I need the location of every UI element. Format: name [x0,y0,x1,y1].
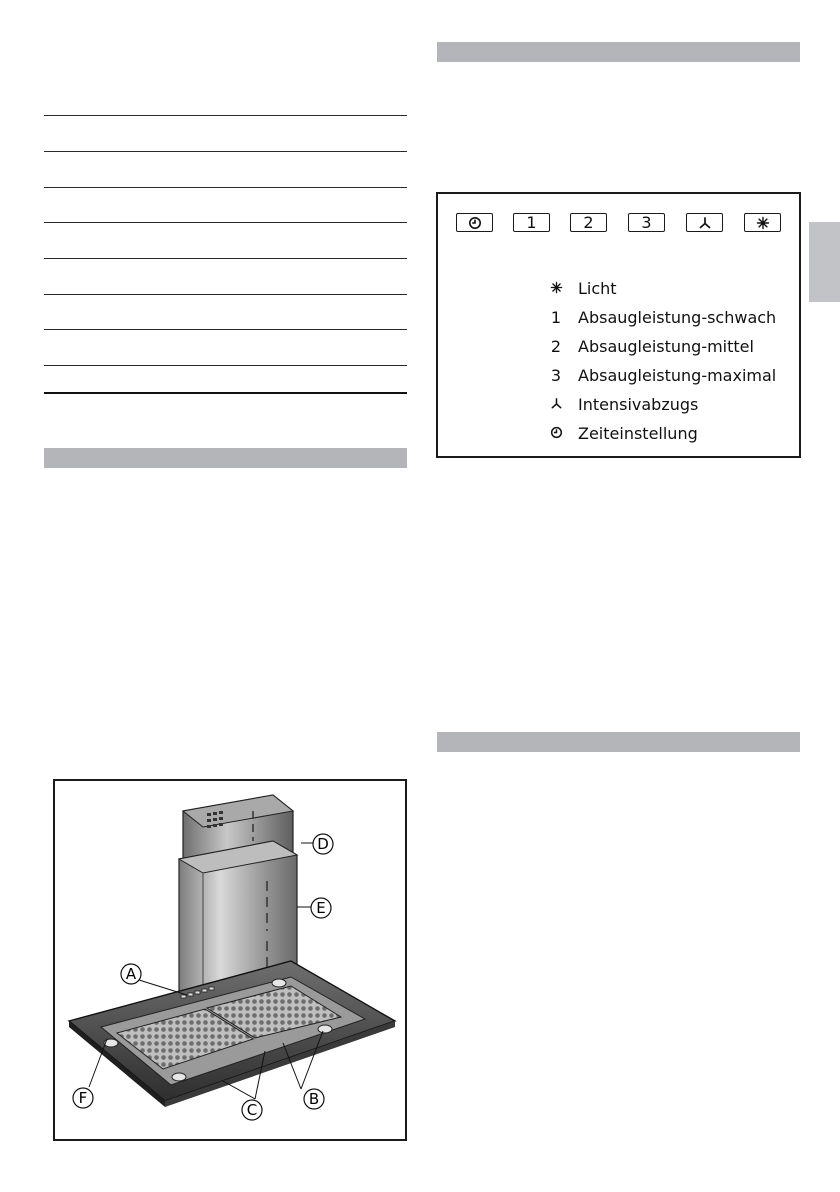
legend-label: Intensivabzugs [578,395,699,414]
cooker-hood-illustration [53,779,407,1141]
lamp [318,1025,332,1033]
legend-label: Absaugleistung-maximal [578,366,777,385]
callout-e [311,898,331,918]
speed-2-symbol: 2 [550,337,562,356]
control-legend [534,274,776,448]
control-panel-diagram [436,192,801,458]
callout-f [73,1088,93,1108]
section-header-bar [437,732,800,752]
table-rule [44,187,407,188]
legend-label: Absaugleistung-schwach [578,308,777,327]
table-rule [44,115,407,116]
callout-d [313,834,333,854]
language-side-tab [809,222,840,302]
legend-row-light [534,274,776,303]
speed-3-symbol: 3 [550,366,562,385]
intensive-fan-icon [534,395,578,414]
table-rule [44,222,407,223]
lamp [172,1073,186,1081]
light-icon [534,279,578,298]
legend-row-speed-1 [534,303,776,332]
legend-row-speed-3 [534,361,776,390]
speed-1-symbol: 1 [550,308,562,327]
table-rule [44,151,407,152]
callout-label: F [78,1089,88,1107]
legend-row-intensive [534,390,776,419]
callout-label: C [246,1101,258,1119]
callout-label: B [308,1090,320,1108]
light-key [744,213,781,232]
timer-key [456,213,493,232]
legend-row-timer [534,419,776,448]
speed-2-key: 2 [570,213,607,232]
table-rule [44,258,407,259]
intensive-fan-icon [698,216,712,230]
callout-b [304,1089,324,1109]
timer-icon [468,216,482,230]
lamp [272,979,286,987]
table-rule [44,294,407,295]
callout-a [121,964,141,984]
speed-3-key: 3 [628,213,665,232]
light-icon [756,216,770,230]
table-bottom-rule [44,392,407,394]
control-panel-keys [456,213,781,237]
cooker-hood-drawing [55,781,405,1139]
legend-label: Absaugleistung-mittel [578,337,754,356]
vent-grille [207,811,223,828]
table-rule [44,365,407,366]
legend-label: Zeiteinstellung [578,424,698,443]
intensive-fan-key [686,213,723,232]
callout-label: D [317,835,329,853]
legend-row-speed-2 [534,332,776,361]
table-rule [44,329,407,330]
speed-1-key: 1 [513,213,550,232]
callout-c [242,1100,262,1120]
timer-icon [534,424,578,443]
section-header-bar [437,42,800,62]
callout-label: E [316,899,326,917]
callout-label: A [125,965,137,983]
section-header-bar [44,448,407,468]
legend-label: Licht [578,279,617,298]
